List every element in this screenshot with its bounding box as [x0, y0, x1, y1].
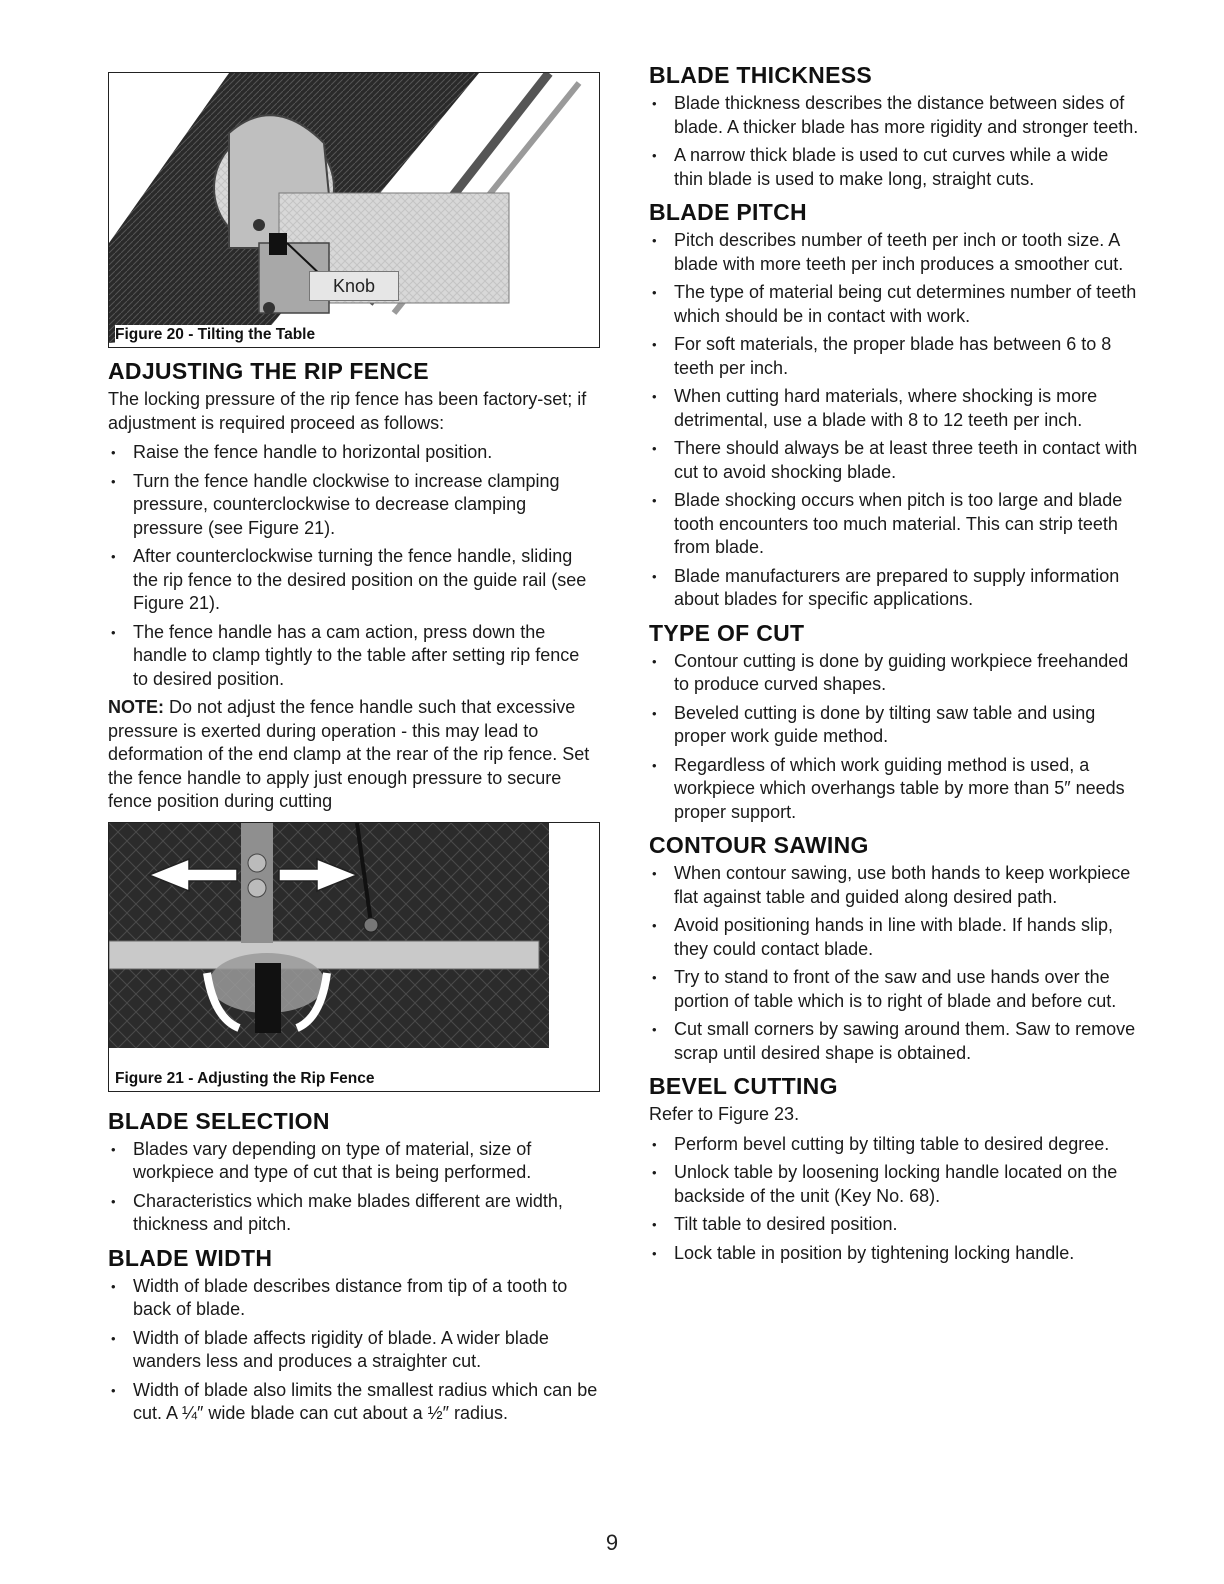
list-item: • Avoid positioning hands in line with blade. If hands slip, they could contact blade.: [649, 914, 1139, 961]
list-item: • Blades vary depending on type of material, size of workpiece and type of cut that is being performed.: [108, 1138, 598, 1185]
list-item: • Width of blade describes distance from tip of a tooth to back of blade.: [108, 1275, 598, 1322]
blade-width-list: [108, 1275, 598, 1426]
list-item: • Width of blade affects rigidity of blade. A wider blade wanders less and produces a straighter cut.: [108, 1327, 598, 1374]
blade-pitch-section: [649, 199, 1139, 612]
figure-21: [108, 822, 600, 1092]
bevel-cutting-list: [649, 1133, 1139, 1266]
bevel-cutting-section: [649, 1073, 1139, 1265]
adjusting-rip-fence-section: [108, 358, 598, 814]
blade-pitch-list: [649, 229, 1139, 612]
contour-sawing-list: [649, 862, 1139, 1065]
list-item: • The type of material being cut determines number of teeth which should be in contact with work.: [649, 281, 1139, 328]
figure-21-caption: Figure 21 - Adjusting the Rip Fence: [115, 1069, 379, 1088]
list-item: • Raise the fence handle to horizontal position.: [108, 441, 598, 465]
adjusting-rip-fence-intro: The locking pressure of the rip fence has been factory-set; if adjustment is required proceed as follows:: [108, 389, 587, 433]
list-item: • Pitch describes number of teeth per inch or tooth size. A blade with more teeth per inch produces a smoother cut.: [649, 229, 1139, 276]
list-item: • There should always be at least three teeth in contact with cut to avoid shocking blade.: [649, 437, 1139, 484]
tilting-table-illustration: [109, 73, 600, 348]
list-item: • The fence handle has a cam action, press down the handle to clamp tightly to the table after setting rip fence to desired position.: [108, 621, 598, 692]
figure-20-caption: Figure 20 - Tilting the Table: [115, 325, 319, 344]
list-item: • Characteristics which make blades different are width, thickness and pitch.: [108, 1190, 598, 1237]
list-item: • Blade thickness describes the distance between sides of blade. A thicker blade has more rigidity and stronger teeth.: [649, 92, 1139, 139]
list-item: • Blade shocking occurs when pitch is too large and blade tooth encounters too much material. This can strip teeth from blade.: [649, 489, 1139, 560]
note-text: Do not adjust the fence handle such that excessive pressure is exerted during operation - this may lead to deformation of the end clamp at the rear of the rip fence. Set the fence handle to apply just enough pressure to secure fence position during cutting: [108, 697, 590, 811]
left-column: [108, 62, 598, 1434]
adjusting-rip-fence-list: [108, 441, 598, 691]
bevel-cutting-heading: BEVEL CUTTING: [649, 1073, 838, 1099]
list-item: • Beveled cutting is done by tilting saw table and using proper work guide method.: [649, 702, 1139, 749]
blade-thickness-heading: BLADE THICKNESS: [649, 62, 873, 88]
list-item: • For soft materials, the proper blade has between 6 to 8 teeth per inch.: [649, 333, 1139, 380]
blade-thickness-section: [649, 62, 1139, 191]
list-item: • Contour cutting is done by guiding workpiece freehanded to produce curved shapes.: [649, 650, 1139, 697]
list-item: • A narrow thick blade is used to cut curves while a wide thin blade is used to make long, straight cuts.: [649, 144, 1139, 191]
blade-selection-section: [108, 1108, 598, 1237]
list-item: • When cutting hard materials, where shocking is more detrimental, use a blade with 8 to 12 teeth per inch.: [649, 385, 1139, 432]
note-paragraph: [108, 696, 598, 814]
list-item: • Tilt table to desired position.: [649, 1213, 1139, 1237]
list-item: • After counterclockwise turning the fence handle, sliding the rip fence to the desired position on the guide rail (see Figure 21).: [108, 545, 598, 616]
list-item: • Cut small corners by sawing around them. Saw to remove scrap until desired shape is obtained.: [649, 1018, 1139, 1065]
blade-width-heading: BLADE WIDTH: [108, 1244, 273, 1271]
blade-pitch-heading: BLADE PITCH: [649, 199, 807, 225]
knob-callout-label: Knob: [309, 271, 399, 301]
blade-thickness-list: [649, 92, 1139, 191]
blade-selection-list: [108, 1138, 598, 1237]
list-item: • When contour sawing, use both hands to keep workpiece flat against table and guided along desired path.: [649, 862, 1139, 909]
list-item: • Unlock table by loosening locking handle located on the backside of the unit (Key No. 68).: [649, 1161, 1139, 1208]
list-item: • Blade manufacturers are prepared to supply information about blades for specific applications.: [649, 565, 1139, 612]
note-label: NOTE:: [108, 697, 164, 717]
rip-fence-illustration: [109, 823, 600, 1092]
contour-sawing-heading: CONTOUR SAWING: [649, 832, 869, 858]
type-of-cut-list: [649, 650, 1139, 825]
list-item: • Turn the fence handle clockwise to increase clamping pressure, counterclockwise to decrease clamping pressure (see Figure 21).: [108, 470, 598, 541]
page-number: 9: [605, 1530, 619, 1555]
adjusting-rip-fence-heading: ADJUSTING THE RIP FENCE: [108, 358, 429, 384]
blade-width-section: [108, 1245, 598, 1426]
bevel-cutting-intro: Refer to Figure 23.: [649, 1104, 800, 1124]
list-item: • Try to stand to front of the saw and use hands over the portion of table which is to right of blade and before cut.: [649, 966, 1139, 1013]
list-item: • Regardless of which work guiding method is used, a workpiece which overhangs table by more than 5″ needs proper support.: [649, 754, 1139, 825]
contour-sawing-section: [649, 832, 1139, 1065]
list-item: • Width of blade also limits the smallest radius which can be cut. A ¼″ wide blade can cut about a ½″ radius.: [108, 1379, 598, 1426]
type-of-cut-heading: TYPE OF CUT: [649, 619, 805, 646]
right-column: [649, 62, 1139, 1273]
figure-20: [108, 72, 600, 348]
type-of-cut-section: [649, 620, 1139, 825]
blade-selection-heading: BLADE SELECTION: [108, 1107, 330, 1134]
list-item: • Lock table in position by tightening locking handle.: [649, 1242, 1139, 1266]
list-item: • Perform bevel cutting by tilting table to desired degree.: [649, 1133, 1139, 1157]
